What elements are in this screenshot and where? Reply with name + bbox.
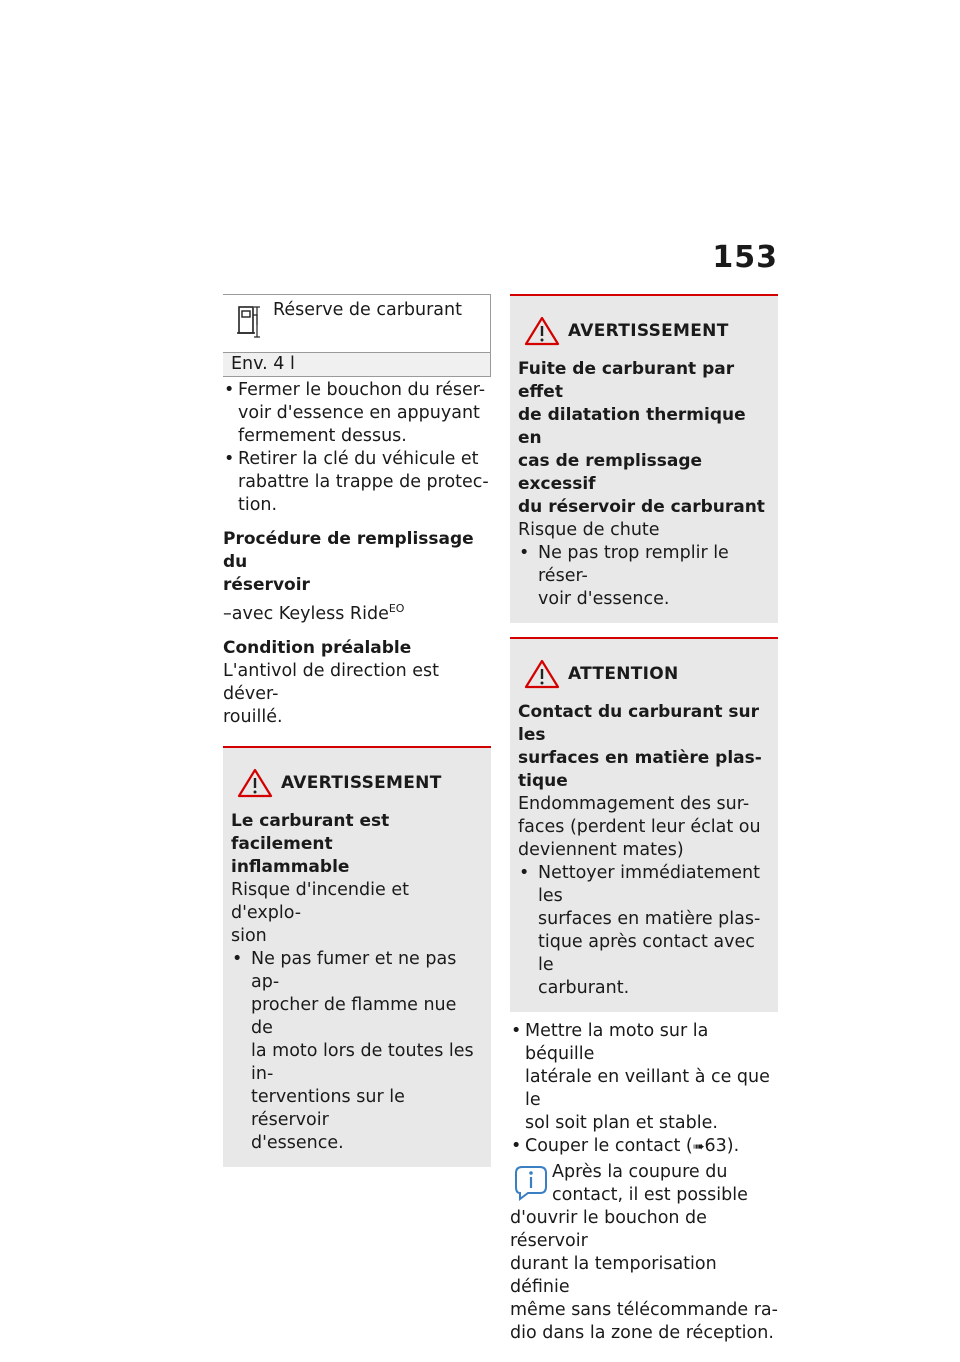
attention-heading: Contact du carburant sur les surfaces en matière plas- tique	[518, 702, 762, 791]
condition-text: L'antivol de direction est déver- rouillé.	[223, 660, 440, 727]
warning-risk: Risque de chute	[518, 520, 660, 540]
reserve-title: Réserve de carburant	[273, 300, 462, 320]
list-item: • Retirer la clé du véhicule et rabattre la trappe de protec- tion.	[223, 448, 491, 517]
right-column	[510, 294, 778, 1345]
warning-title: AVERTISSEMENT	[237, 768, 483, 798]
list-item: • Mettre la moto sur la béquille latérale en veillant à ce que le sol soit plan et stable.	[510, 1020, 778, 1135]
warning-box	[510, 294, 778, 623]
attention-item: • Nettoyer immédiatement les surfaces en matière plas- tique après contact avec le carburant.	[518, 862, 770, 1000]
reserve-header	[223, 295, 490, 353]
info-text-rest: d'ouvrir le bouchon de réservoir durant la temporisation définie même sans télécommande ra- dio dans la zone de réception.	[510, 1208, 778, 1343]
page-number: 153	[712, 240, 778, 275]
warning-heading: Fuite de carburant par effet de dilatation thermique en cas de remplissage excessif du réservoir de carburant	[518, 359, 765, 517]
section-heading: Procédure de remplissage du réservoir	[223, 529, 474, 595]
warning-triangle-icon	[237, 768, 273, 798]
reserve-table	[223, 294, 491, 377]
warning-item: • Ne pas trop remplir le réser- voir d'essence.	[518, 542, 770, 611]
reference-arrow-icon: ➠	[692, 1139, 705, 1155]
warning-title: AVERTISSEMENT	[524, 316, 770, 346]
warning-item: • Ne pas fumer et ne pas ap- procher de flamme nue de la moto lors de toutes les in- terventions sur le réservoir d'essence.	[231, 948, 483, 1155]
warning-heading: Le carburant est facilement inflammable	[231, 810, 390, 877]
section-subheading: –avec Keyless Ride$^{EO}$	[223, 602, 405, 624]
list-item: • Fermer le bouchon du réser- voir d'essence en appuyant fermement dessus.	[223, 379, 491, 448]
left-column	[223, 294, 491, 1167]
condition-heading: Condition préalable	[223, 637, 412, 658]
info-note	[510, 1161, 778, 1345]
fuel-pump-icon	[235, 303, 271, 343]
attention-title: ATTENTION	[524, 659, 770, 689]
warning-risk: Risque d'incendie et d'explo- sion	[231, 879, 409, 946]
warning-triangle-icon	[524, 659, 560, 689]
info-text-first: Après la coupure du contact, il est possible	[552, 1162, 748, 1205]
list-item: • Couper le contact (➠63).	[510, 1135, 778, 1159]
warning-triangle-icon	[524, 316, 560, 346]
reserve-value: Env. 4 l	[223, 353, 490, 376]
attention-risk: Endommagement des sur- faces (perdent leur éclat ou deviennent mates)	[518, 794, 761, 860]
warning-box	[223, 746, 491, 1167]
info-icon	[510, 1163, 548, 1201]
attention-box	[510, 637, 778, 1012]
